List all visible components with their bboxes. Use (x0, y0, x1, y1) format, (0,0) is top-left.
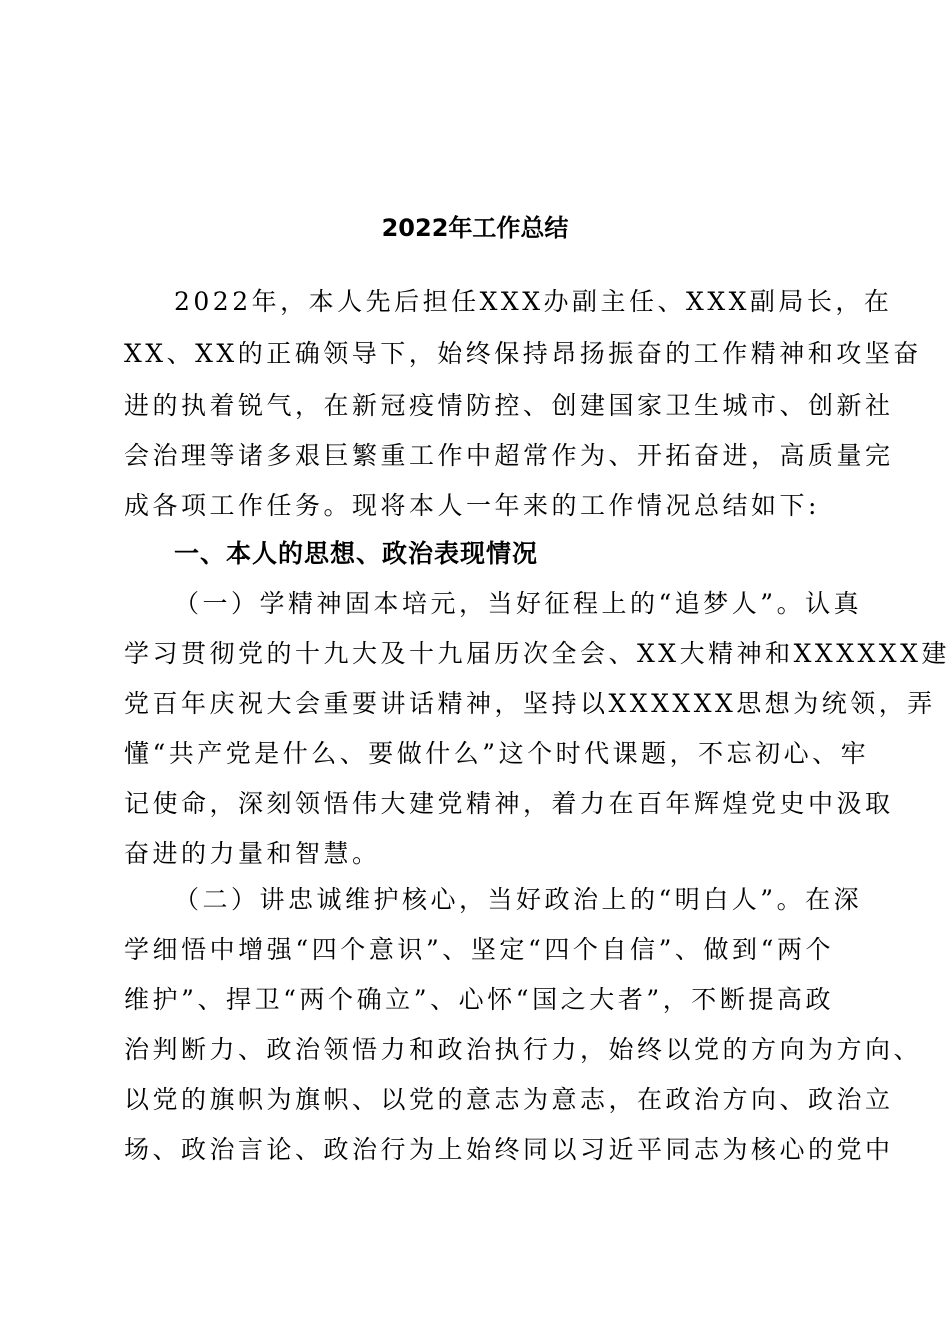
paragraph-line: 场、政治言论、政治行为上始终同以习近平同志为核心的党中 (124, 1135, 894, 1164)
paragraph-line: 记使命，深刻领悟伟大建党精神，着力在百年辉煌党史中汲取 (124, 789, 894, 818)
paragraph-line: 维护”、捍卫“两个确立”、心怀“国之大者”，不断提高政 (124, 985, 834, 1014)
paragraph-line: （二）讲忠诚维护核心，当好政治上的“明白人”。在深 (174, 885, 863, 914)
document-title: 2022年工作总结 (381, 214, 569, 242)
paragraph-line: 会治理等诸多艰巨繁重工作中超常作为、开拓奋进，高质量完 (124, 441, 894, 470)
paragraph-line: 成各项工作任务。现将本人一年来的工作情况总结如下: (124, 491, 820, 520)
paragraph-line: 以党的旗帜为旗帜、以党的意志为意志，在政治方向、政治立 (124, 1085, 894, 1114)
paragraph-line: 进的执着锐气，在新冠疫情防控、创建国家卫生城市、创新社 (124, 391, 894, 420)
paragraph-line: 治判断力、政治领悟力和政治执行力，始终以党的方向为方向、 (124, 1035, 923, 1064)
paragraph-line: 懂“共产党是什么、要做什么”这个时代课题，不忘初心、牢 (124, 739, 870, 768)
section-heading: 一、本人的思想、政治表现情况 (174, 539, 539, 568)
paragraph-line: 党百年庆祝大会重要讲话精神，坚持以XXXXXX思想为统领，弄 (124, 689, 936, 718)
paragraph-line: 学习贯彻党的十九大及十九届历次全会、XX大精神和XXXXXX建 (124, 639, 950, 668)
paragraph-line: XX、XX的正确领导下，始终保持昂扬振奋的工作精神和攻坚奋 (124, 339, 922, 368)
paragraph-line: （一）学精神固本培元，当好征程上的“追梦人”。认真 (174, 589, 863, 618)
paragraph-line: 2022年，本人先后担任XXX办副主任、XXX副局长，在 (174, 287, 893, 316)
paragraph-line: 学细悟中增强“四个意识”、坚定“四个自信”、做到“两个 (124, 935, 834, 964)
paragraph-line: 奋进的力量和智慧。 (124, 839, 381, 868)
